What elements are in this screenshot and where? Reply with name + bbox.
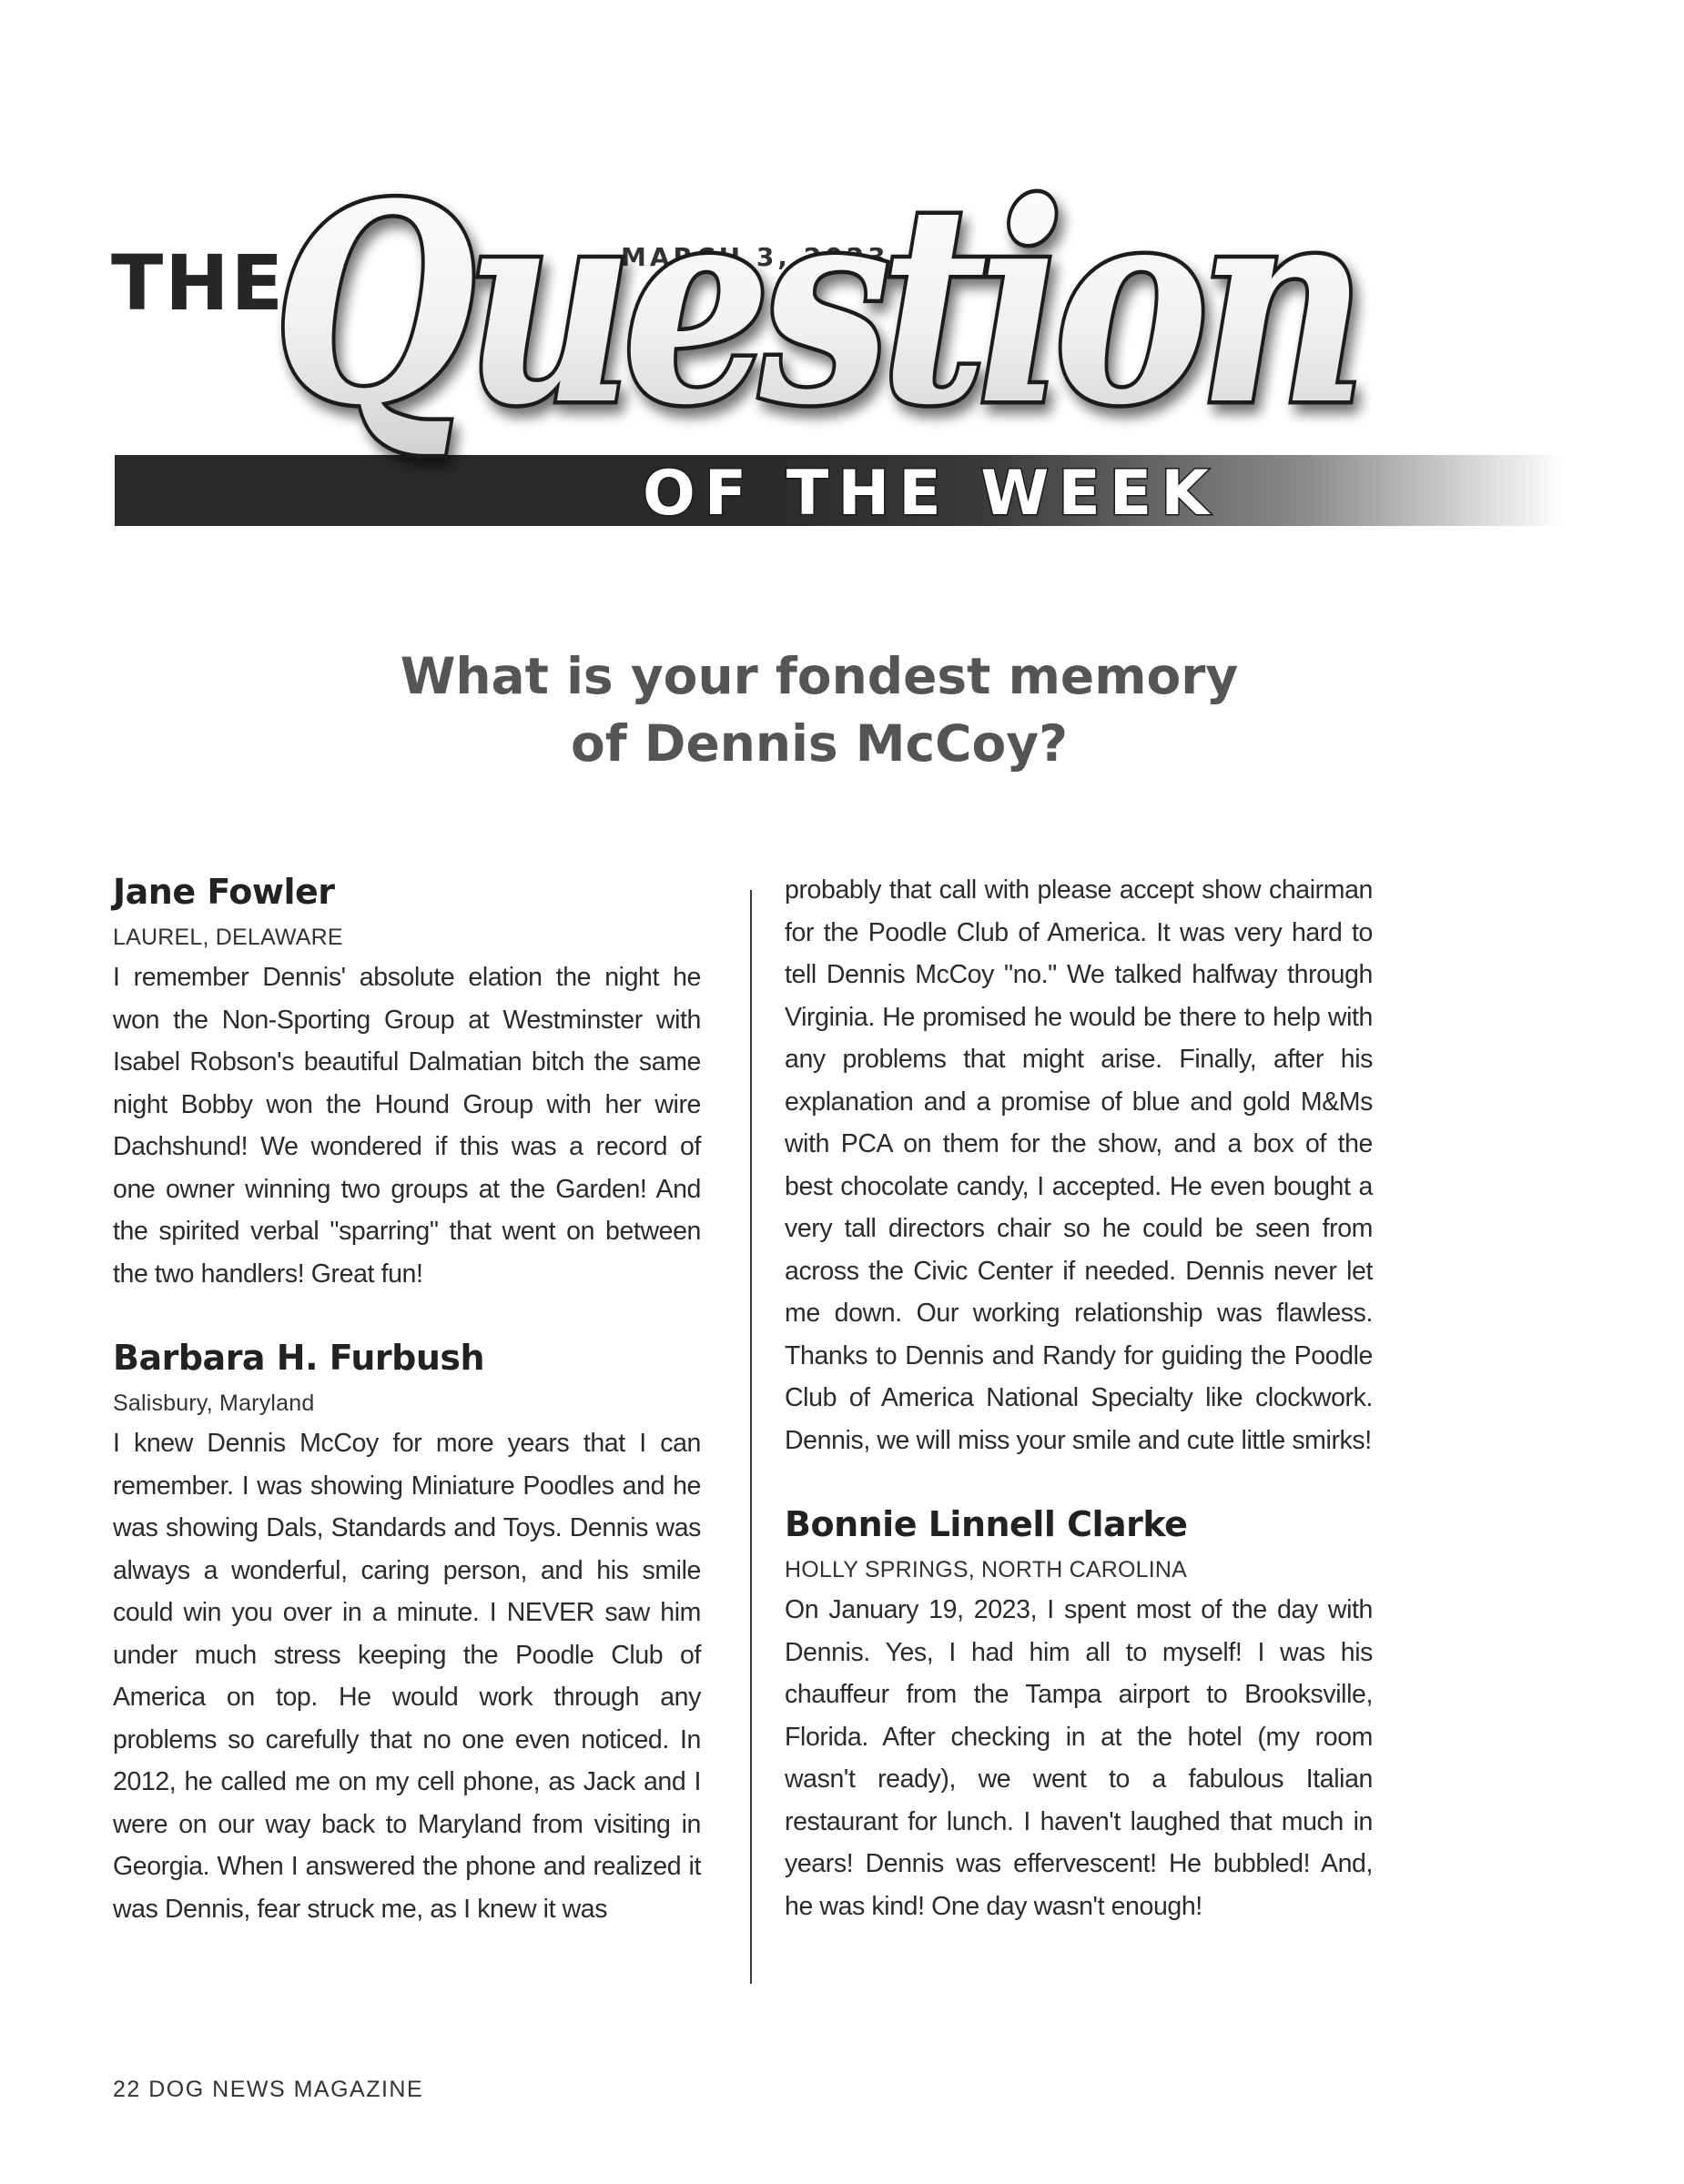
masthead-the: THE	[111, 238, 285, 328]
column-divider	[750, 890, 752, 1984]
response-text: I remember Dennis' absolute elation the night he won the Non-Sporting Group at Westminster with Isabel Robson's beautiful Dalmatian bitch the same night Bobby won the Hound Group with her wire Dachshund! We wondered if this was a record of one owner winning two groups at the Garden! And the spirited verbal "sparring" that went on between the two handlers! Great fun!	[113, 963, 701, 1289]
respondent-location: HOLLY SPRINGS, NORTH CAROLINA	[785, 1557, 1188, 1582]
respondent-location: Salisbury, Maryland	[113, 1390, 315, 1416]
response-text-continued: probably that call with please accept show chairman for the Poodle Club of America. It was very hard to tell Dennis McCoy "no." We talked halfway through Virginia. He promised he would be there to help with any problems that might arise. Finally, after his explanation and a promise of blue and gold M&Ms with PCA on them for the show, and a box of the best chocolate candy, I accepted. He even bought a very tall directors chair so he could be seen from across the Civic Center if needed. Dennis never let me down. Our working relationship was flawless. Thanks to Dennis and Randy for guiding the Poodle Club of America National Specialty like clockwork. Dennis, we will miss your smile and cute little smirks!	[785, 875, 1373, 1455]
question-line-2: of Dennis McCoy?	[570, 714, 1069, 773]
respondent-name: Barbara H. Furbush	[113, 1338, 485, 1378]
response-text: On January 19, 2023, I spent most of the day with Dennis. Yes, I had him all to myself! I was his chauffeur from the Tampa airport to Brooksville, Florida. After checking in at the hotel (my room wasn't ready), we went to a fabulous Italian restaurant for lunch. I haven't laughed that much in years! Dennis was effervescent! He bubbled! And, he was kind! One day wasn't enough!	[785, 1595, 1373, 1921]
question-heading	[273, 642, 1365, 777]
respondent-name: Bonnie Linnell Clarke	[785, 1504, 1188, 1544]
masthead-script-word: Question	[273, 144, 1356, 465]
response-barbara-furbush	[113, 1335, 701, 1930]
question-line-1: What is your fondest memory	[400, 647, 1239, 705]
page-footer: 22 DOG NEWS MAGAZINE	[113, 2077, 424, 2102]
masthead	[0, 0, 1684, 582]
respondent-location: LAUREL, DELAWARE	[113, 925, 343, 950]
respondent-name: Jane Fowler	[113, 872, 335, 912]
issue-date: MARCH 3, 2023	[621, 242, 889, 272]
response-text: I knew Dennis McCoy for more years that I can remember. I was showing Miniature Poodles and he was showing Dals, Standards and Toys. Dennis was always a wonderful, caring person, and his smile could win you over in a minute. I NEVER saw him under much stress keeping the Poodle Club of America on top. He would work through any problems so carefully that no one even noticed. In 2012, he called me on my cell phone, as Jack and I were on our way back to Maryland from visiting in Georgia. When I answered the phone and realized it was Dennis, fear struck me, as I knew it was	[113, 1429, 701, 1924]
masthead-of-the-week: OF THE WEEK	[643, 458, 1218, 530]
response-bonnie-clarke	[785, 1502, 1373, 1927]
right-column	[785, 869, 1373, 1927]
left-column	[113, 869, 701, 1930]
response-jane-fowler	[113, 869, 701, 1295]
